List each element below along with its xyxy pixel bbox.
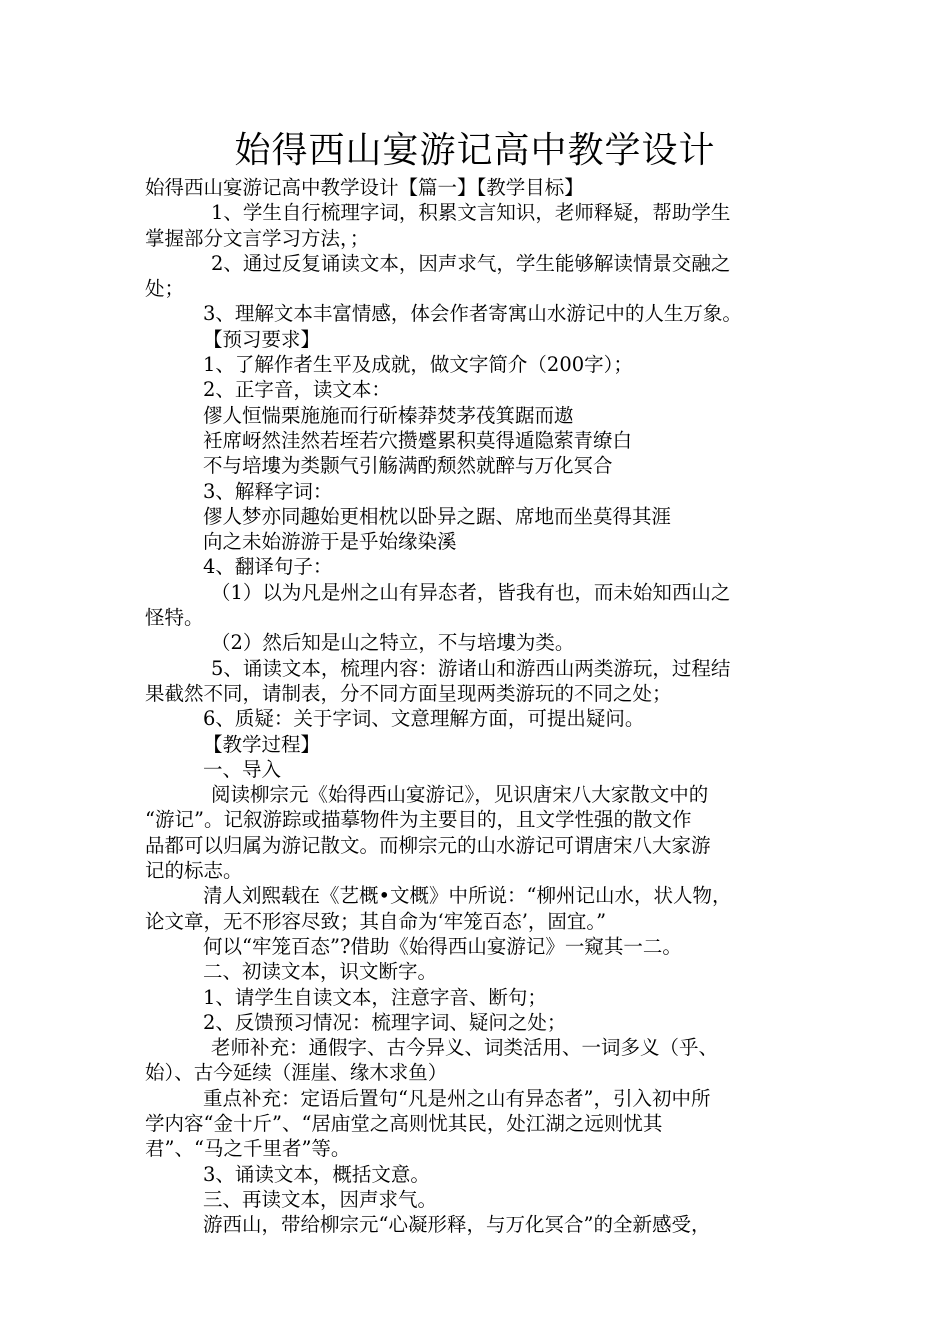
body-line: 3、诵读文本，概括文意。 (203, 1162, 430, 1186)
body-line: 老师补充：通假字、古今异义、词类活用、一词多义（乎、 (211, 1036, 719, 1060)
body-line: 掌握部分文言学习方法，； (145, 226, 370, 250)
body-line: 僇人梦亦同趣始更相枕以卧异之踞、席地而坐莫得其涯 (203, 504, 672, 528)
body-line: 记的标志。 (145, 859, 243, 883)
body-line: 品都可以归属为游记散文。而柳宗元的山水游记可谓唐宋八大家游 (145, 833, 711, 857)
document-body (145, 175, 813, 1237)
body-line: 始得西山宴游记高中教学设计【篇一】【教学目标】 (145, 176, 584, 199)
body-line: 2、正字音，读文本： (203, 378, 391, 402)
body-line: 清人刘熙载在《艺概•文概》中所说：“柳州记山水，状人物， (203, 884, 732, 908)
body-line: 学内容“金十斤”、“居庙堂之高则忧其民，处江湖之远则忧其 (145, 1111, 663, 1135)
body-line: 4、翻译句子： (203, 555, 333, 579)
body-line: （1）以为凡是州之山有异态者，皆我有也，而未始知西山之 (211, 580, 731, 604)
body-line: 2、通过反复诵读文本，因声求气，学生能够解读情景交融之 (211, 251, 731, 275)
body-line: 向之未始游游于是乎始缘染溪 (203, 530, 457, 554)
body-line: 3、解释字词： (203, 479, 333, 503)
body-line: 始）、古今延续（涯崖、缘木求鱼） (145, 1061, 448, 1085)
body-line: 阅读柳宗元《始得西山宴游记》，见识唐宋八大家散文中的 (211, 783, 709, 807)
body-line: 1、了解作者生平及成就，做文字简介（200字）； (203, 353, 633, 377)
body-line: 君”、“马之千里者”等。 (145, 1137, 351, 1161)
body-line: “游记”。记叙游踪或描摹物件为主要目的，且文学性强的散文作 (145, 808, 692, 832)
body-line: 不与培塿为类颢气引觞满酌颓然就醉与万化冥合 (203, 454, 613, 478)
body-line: 果截然不同，请制表，分不同方面呈现两类游玩的不同之处； (145, 681, 672, 705)
body-line: 游西山，带给柳宗元“心凝形释，与万化冥合”的全新感受， (203, 1213, 711, 1237)
body-line: 僇人恒惴栗施施而行斫榛莽焚茅茷箕踞而遨 (203, 403, 574, 427)
body-line: 论文章，无不形容尽致；其自命为‘牢笼百态’，固宜。” (145, 909, 607, 933)
body-line: 3、理解文本丰富情感，体会作者寄寓山水游记中的人生万象。 (203, 302, 742, 326)
body-line: 6、质疑：关于字词、文意理解方面，可提出疑问。 (203, 707, 645, 731)
body-line: 二、初读文本，识文断字。 (203, 960, 438, 984)
body-line: 1、学生自行梳理字词，积累文言知识，老师释疑，帮助学生 (211, 201, 731, 225)
body-line: 【教学过程】 (203, 732, 321, 756)
body-line: 怪特。 (145, 606, 204, 630)
body-line: 三、再读文本，因声求气。 (203, 1187, 438, 1211)
body-line: 一、导入 (203, 757, 282, 781)
body-line: 2、反馈预习情况：梳理字词、疑问之处； (203, 1010, 567, 1034)
body-line: 【预习要求】 (203, 327, 321, 351)
body-line: 重点补充：定语后置句“凡是州之山有异态者”，引入初中所 (203, 1086, 711, 1110)
body-line: 1、请学生自读文本，注意字音、断句； (203, 985, 547, 1009)
body-line: 5、诵读文本，梳理内容：游诸山和游西山两类游玩，过程结 (211, 656, 731, 680)
body-line: 何以“牢笼百态”?借助《始得西山宴游记》一窥其一二。 (203, 934, 682, 958)
body-line: 处； (145, 277, 185, 301)
document-title: 始得西山宴游记高中教学设计 (234, 130, 716, 171)
body-line: 衽席岈然洼然若垤若穴攒蹙累积莫得遁隐萦青缭白 (203, 428, 633, 452)
body-line: （2）然后知是山之特立，不与培塿为类。 (211, 631, 575, 655)
